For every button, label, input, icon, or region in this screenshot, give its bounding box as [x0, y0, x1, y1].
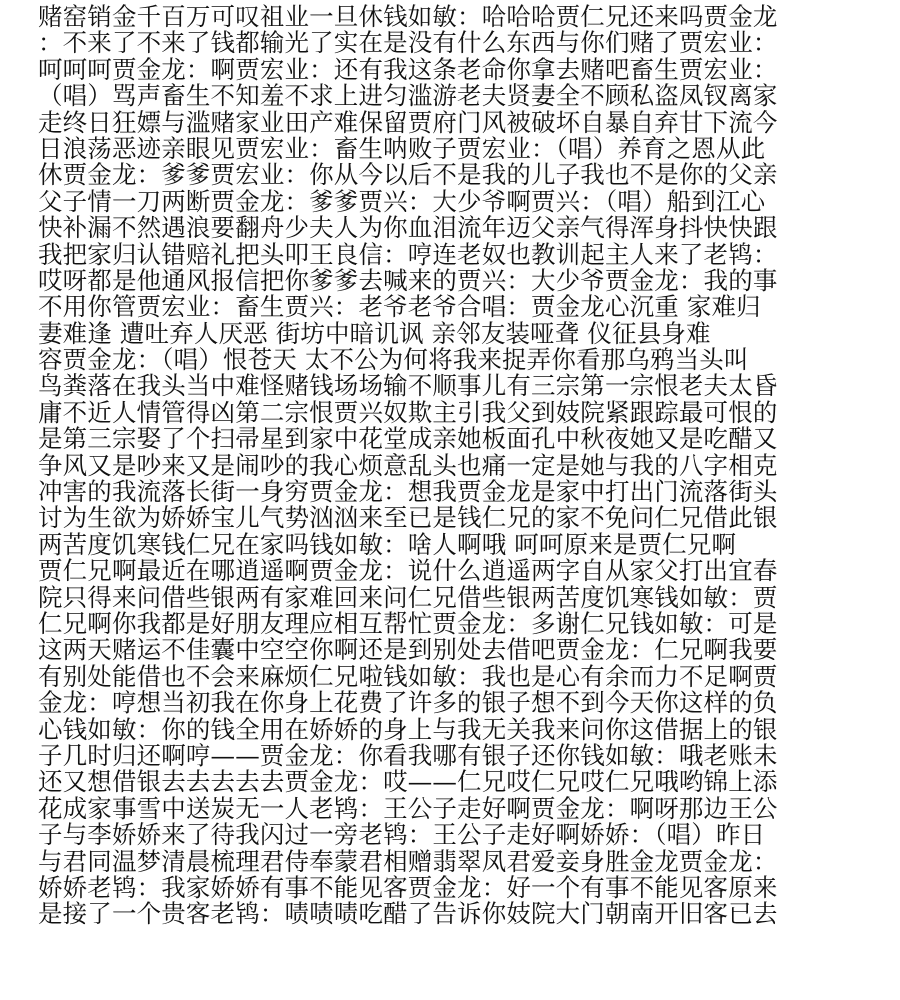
text-line: 快补漏不然遇浪要翻舟少夫人为你血泪流年迈父亲气得浑身抖快快跟 [38, 215, 778, 242]
text-line: 庸不近人情管得凶第二宗恨贾兴奴欺主引我父到妓院紧跟踪最可恨的 [38, 399, 778, 427]
text-line: 贾仁兄啊最近在哪逍遥啊贾金龙：说什么逍遥两字自从家父打出宜春 [38, 558, 778, 585]
text-line: 呵呵呵贾金龙：啊贾宏业：还有我这条老命你拿去赌吧畜生贾宏业： [38, 56, 778, 84]
text-line: 日浪荡恶迹亲眼见贾宏业：畜生呐败子贾宏业：（唱）养育之恩从此 [38, 135, 766, 163]
text-line: （唱）骂声畜生不知羞不求上进匀滥游老夫贤妻全不顾私盗凤钗离家 [38, 83, 778, 110]
text-line: 还又想借银去去去去去贾金龙：哎——仁兄哎仁兄哎仁兄哦哟锦上添 [38, 769, 778, 796]
text-line: 子与李娇娇来了待我闪过一旁老鸨：王公子走好啊娇娇：（唱）昨日 [38, 822, 766, 849]
text-line: 金龙：哼想当初我在你身上花费了许多的银子想不到今天你这样的负 [38, 690, 778, 717]
text-line: 休贾金龙：爹爹贾宏业：你从今以后不是我的儿子我也不是你的父亲 [38, 162, 778, 189]
text-line: 鸟粪落在我头当中难怪赌钱场场输不顺事儿有三宗第一宗恨老夫太昏 [38, 373, 778, 400]
text-line: 赌窑销金千百万可叹祖业一旦休钱如敏：哈哈哈贾仁兄还来吗贾金龙 [38, 4, 778, 31]
text-line: 父子情一刀两断贾金龙：爹爹贾兴：大少爷啊贾兴：（唱）船到江心 [38, 188, 766, 216]
text-line: 花成家事雪中送炭无一人老鸨：王公子走好啊贾金龙：啊呀那边王公 [38, 795, 778, 823]
text-line: 冲害的我流落长街一身穷贾金龙：想我贾金龙是家中打出门流落街头 [38, 479, 778, 506]
text-line: 两苦度饥寒钱仁兄在家吗钱如敏：啥人啊哦 呵呵原来是贾仁兄啊 [38, 531, 737, 559]
text-line: 讨为生欲为娇娇宝儿气势汹汹来至已是钱仁兄的家不免问仁兄借此银 [38, 505, 778, 532]
text-line: 是接了一个贵客老鸨：啧啧啧吃醋了告诉你妓院大门朝南开旧客已去 [38, 901, 778, 928]
text-line: 我把家归认错赔礼把头叩王良信：哼连老奴也教训起主人来了老鸨： [38, 241, 778, 268]
text-line: 是第三宗娶了个扫帚星到家中花堂成亲她板面孔中秋夜她又是吃醋又 [38, 426, 778, 453]
text-line: 娇娇老鸨：我家娇娇有事不能见客贾金龙：好一个有事不能见客原来 [38, 874, 778, 902]
text-line: 容贾金龙：（唱）恨苍天 太不公为何将我来捉弄你看那乌鸦当头叫 [38, 347, 749, 374]
text-line: 与君同温梦清晨梳理君侍奉蒙君相赠翡翠凤君爱妾身胜金龙贾金龙： [38, 848, 778, 875]
script-text-body [38, 4, 874, 928]
text-line: 院只得来问借些银两有家难回来问仁兄借些银两苦度饥寒钱如敏：贾 [38, 584, 778, 611]
text-line: 心钱如敏：你的钱全用在娇娇的身上与我无关我来问你这借据上的银 [38, 716, 778, 743]
text-line: 子几时归还啊哼——贾金龙：你看我哪有银子还你钱如敏：哦老账未 [38, 742, 778, 770]
text-line: 仁兄啊你我都是好朋友理应相互帮忙贾金龙：多谢仁兄钱如敏：可是 [38, 610, 778, 638]
text-line: 不用你管贾宏业：畜生贾兴：老爷老爷合唱：贾金龙心沉重 家难归 [38, 294, 761, 321]
text-line: 妻难逢 遭吐弃人厌恶 街坊中暗讥讽 亲邻友装哑聋 仪征县身难 [38, 320, 711, 348]
text-line: ：不来了不来了钱都输光了实在是没有什么东西与你们赌了贾宏业： [38, 30, 778, 57]
text-line: 这两天赌运不佳囊中空空你啊还是到别处去借吧贾金龙：仁兄啊我要 [38, 637, 778, 664]
text-line: 走终日狂嫖与滥赌家业田产难保留贾府门风被破坏自暴自弃甘下流今 [38, 109, 778, 136]
text-line: 有别处能借也不会来麻烦仁兄啦钱如敏：我也是心有余而力不足啊贾 [38, 663, 778, 691]
text-line: 争风又是吵来又是闹吵的我心烦意乱头也痛一定是她与我的八字相克 [38, 452, 778, 480]
text-line: 哎呀都是他通风报信把你爹爹去喊来的贾兴：大少爷贾金龙：我的事 [38, 267, 778, 295]
